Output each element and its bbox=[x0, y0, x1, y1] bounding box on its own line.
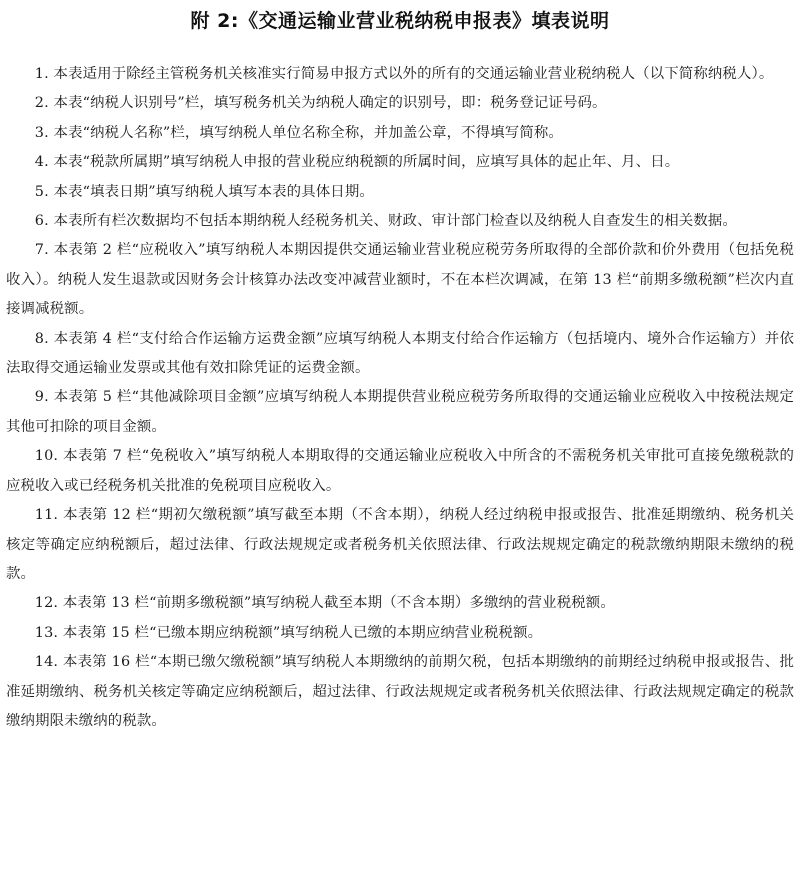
instruction-item-5: 5. 本表“填表日期”填写纳税人填写本表的具体日期。 bbox=[34, 183, 374, 200]
document-title: 附 2:《交通运输业营业税纳税申报表》填表说明 bbox=[190, 10, 610, 32]
instruction-item-1: 1. 本表适用于除经主管税务机关核准实行简易申报方式以外的所有的交通运输业营业税纳税人（以下简称纳税人）。 bbox=[34, 66, 774, 82]
instruction-item-4: 4. 本表“税款所属期”填写纳税人申报的营业税应纳税额的所属时间，应填写具体的起止年、月、日。 bbox=[34, 154, 680, 171]
instruction-item-13: 13. 本表第 15 栏“已缴本期应纳税额”填写纳税人已缴的本期应纳营业税税额。 bbox=[34, 624, 543, 641]
instruction-item-6: 6. 本表所有栏次数据均不包括本期纳税人经税务机关、财政、审计部门检查以及纳税人自查发生的相关数据。 bbox=[34, 213, 737, 230]
instruction-item-3: 3. 本表“纳税人名称”栏，填写纳税人单位名称全称，并加盖公章，不得填写简称。 bbox=[34, 124, 563, 141]
instruction-item-10: 10. 本表第 7 栏“免税收入”填写纳税人本期取得的交通运输业应税收入中所含的不需税务机关审批可直接免缴税款的应税收入或已经税务机关批准的免税项目应税收入。 bbox=[6, 448, 794, 494]
instruction-item-7: 7. 本表第 2 栏“应税收入”填写纳税人本期因提供交通运输业营业税应税劳务所取得的全部价款和价外费用（包括免税收入）。纳税人发生退款或因财务会计核算办法改变冲减营业额时，不在本栏次调减，在第 13 栏“前期多缴税额”栏次内直接调减税额。 bbox=[6, 242, 794, 318]
instruction-item-14: 14. 本表第 16 栏“本期已缴欠缴税额”填写纳税人本期缴纳的前期欠税，包括本期缴纳的前期经过纳税申报或报告、批准延期缴纳、税务机关核定等确定应纳税额后，超过法律、行政法规规定或者税务机关依照法律、行政法规规定确定的税款缴纳期限未缴纳的税款。 bbox=[6, 654, 794, 729]
instruction-item-8: 8. 本表第 4 栏“支付给合作运输方运费金额”应填写纳税人本期支付给合作运输方（包括境内、境外合作运输方）并依法取得交通运输业发票或其他有效扣除凭证的运费金额。 bbox=[6, 330, 794, 377]
instruction-list bbox=[6, 60, 794, 736]
instruction-item-9: 9. 本表第 5 栏“其他减除项目金额”应填写纳税人本期提供营业税应税劳务所取得的交通运输业应税收入中按税法规定其他可扣除的项目金额。 bbox=[6, 389, 794, 435]
instruction-item-12: 12. 本表第 13 栏“前期多缴税额”填写纳税人截至本期（不含本期）多缴纳的营业税税额。 bbox=[34, 595, 615, 612]
instruction-item-2: 2. 本表“纳税人识别号”栏，填写税务机关为纳税人确定的识别号，即：税务登记证号码。 bbox=[34, 95, 607, 112]
instruction-item-11: 11. 本表第 12 栏“期初欠缴税额”填写截至本期（不含本期），纳税人经过纳税申报或报告、批准延期缴纳、税务机关核定等确定应纳税额后，超过法律、行政法规规定或者税务机关依照法律、行政法规规定确定的税款缴纳期限未缴纳的税款。 bbox=[6, 507, 794, 582]
